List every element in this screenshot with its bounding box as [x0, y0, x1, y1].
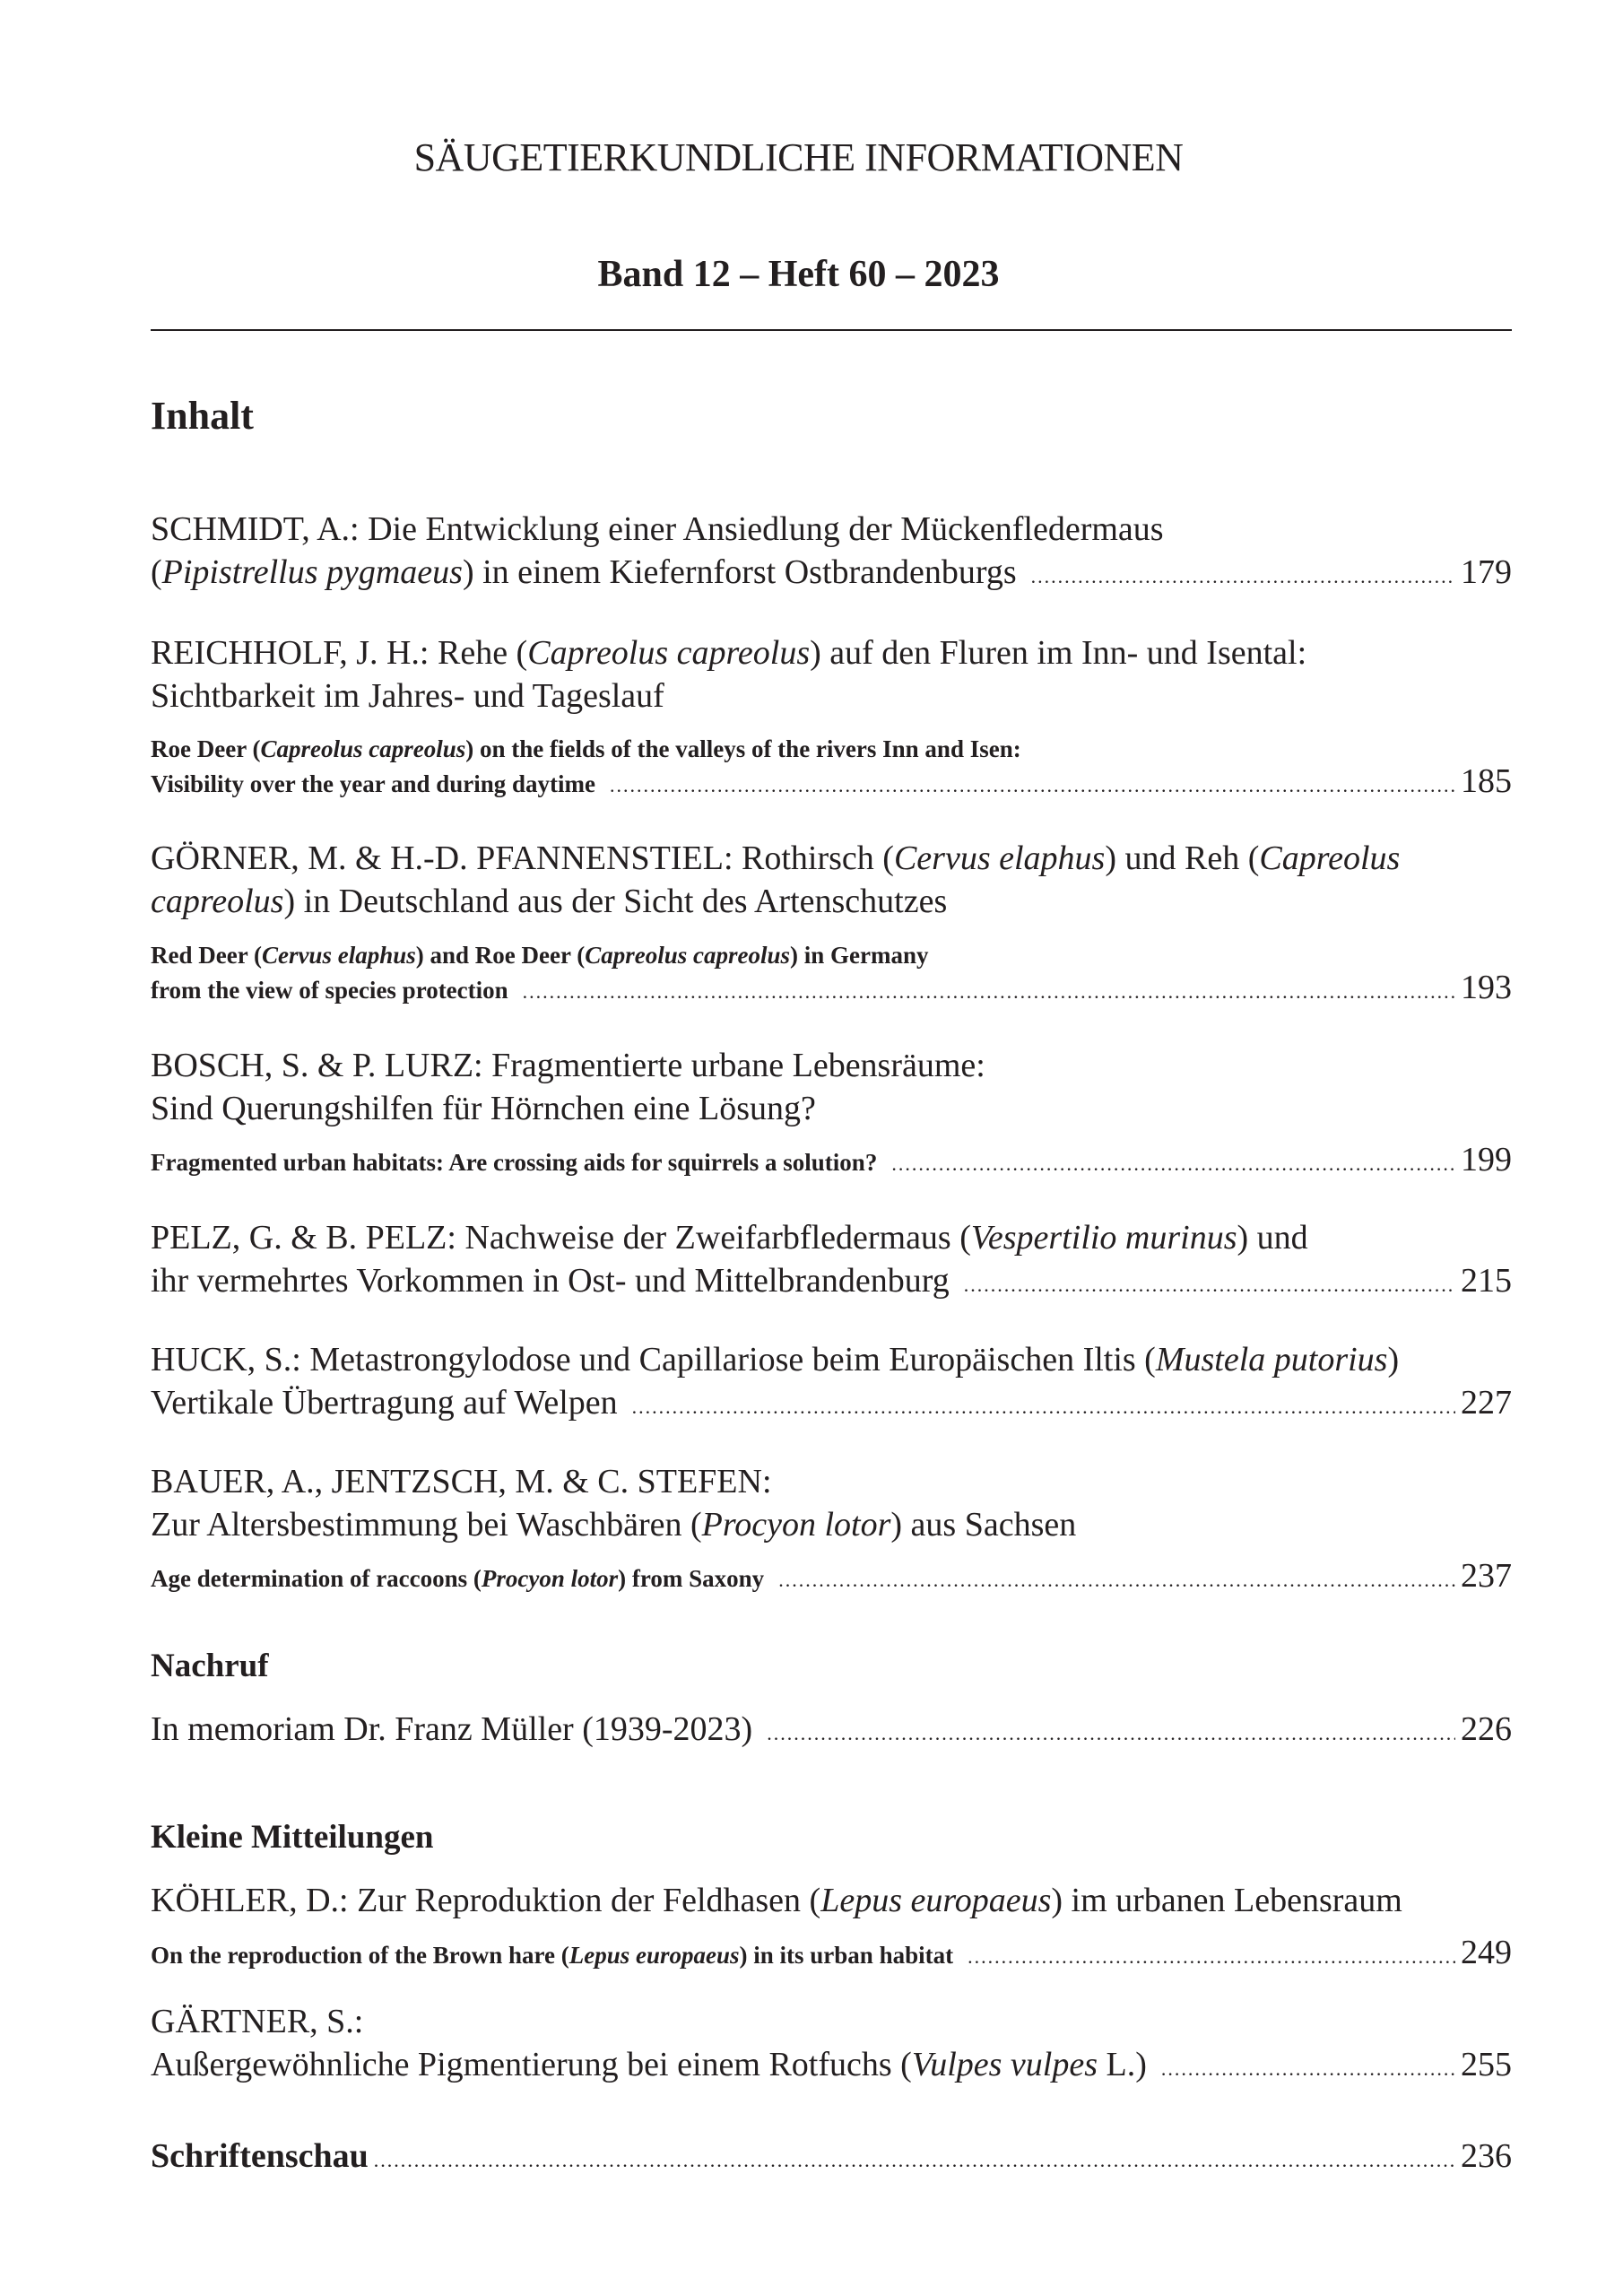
page-number: 237 [1461, 1557, 1512, 1595]
article-7-line-1 [151, 1460, 1512, 1503]
text: BOSCH, S. & P. LURZ: Fragmentierte urbane Lebensräume: [151, 1047, 985, 1084]
leader-dots [610, 768, 1455, 804]
text: ) in einem Kiefernforst Ostbrandenburgs [462, 553, 1017, 591]
text: PELZ, G. & B. PELZ: Nachweise der Zweifarbfledermaus ( [151, 1219, 971, 1257]
leader-dots [891, 1146, 1455, 1182]
species: Mustela putorius [1155, 1341, 1388, 1378]
article-1-line-1 [151, 508, 1512, 551]
short-note-2-line-2[interactable] [151, 2043, 1512, 2091]
text: Vertikale Übertragung auf Welpen [151, 1384, 618, 1422]
text: ihr vermehrtes Vorkommen in Ost- und Mittelbrandenburg [151, 1262, 950, 1300]
article-6-line-2[interactable] [151, 1381, 1512, 1429]
article-2-english-1 [151, 731, 1512, 767]
page-number: 249 [1461, 1934, 1512, 1971]
page-number: 193 [1461, 969, 1512, 1006]
article-2-line-1 [151, 631, 1512, 674]
species: Lepus europaeus [820, 1882, 1052, 1919]
article-2-english-2[interactable] [151, 763, 1512, 804]
leader-dots [968, 1939, 1455, 1975]
species: Capreolus capreolus [527, 634, 811, 672]
obituary-entry[interactable] [151, 1708, 1512, 1755]
leader-dots [632, 1386, 1455, 1429]
text: On the reproduction of the Brown hare ( [151, 1942, 569, 1969]
species: Capreolus capreolus [585, 942, 790, 969]
species: Procyon lotor [701, 1506, 891, 1544]
obituary-heading: Nachruf [151, 1648, 269, 1684]
contents-heading: Inhalt [151, 394, 254, 438]
species: Vulpes vulpes [911, 2046, 1098, 2083]
species: Cervus elaphus [261, 942, 416, 969]
text: In memoriam Dr. Franz Müller (1939-2023) [151, 1710, 753, 1748]
text: GÖRNER, M. & H.-D. PFANNENSTIEL: Rothirsch ( [151, 839, 894, 877]
leader-dots [778, 1562, 1455, 1598]
species: Pipistrellus pygmaeus [161, 553, 463, 591]
text: ) on the fields of the valleys of the rivers Inn and Isen: [465, 735, 1021, 762]
text: ) from Saxony [618, 1565, 765, 1592]
article-4-line-2 [151, 1087, 1512, 1130]
text: Außergewöhnliche Pigmentierung bei einem Rotfuchs ( [151, 2046, 912, 2083]
text: ) auf den Fluren im Inn- und Isental: [810, 634, 1307, 672]
article-4-english[interactable] [151, 1142, 1512, 1182]
text: Red Deer ( [151, 942, 262, 969]
text: Zur Altersbestimmung bei Waschbären ( [151, 1506, 702, 1544]
text: ) und [1237, 1219, 1308, 1257]
reviews-entry[interactable] [151, 2135, 1512, 2182]
text: HUCK, S.: Metastrongylodose und Capillariose beim Europäischen Iltis ( [151, 1341, 1156, 1378]
text: Age determination of raccoons ( [151, 1565, 482, 1592]
article-3-line-2 [151, 880, 1512, 923]
text: BAUER, A., JENTZSCH, M. & C. STEFEN: [151, 1463, 772, 1500]
text: ) im urbanen Lebensraum [1051, 1882, 1402, 1919]
article-3-line-1 [151, 837, 1512, 880]
leader-dots [964, 1264, 1455, 1307]
text: Visibility over the year and during daytime [151, 770, 596, 797]
page-number: 215 [1461, 1262, 1512, 1300]
species: Lepus europaeus [568, 1942, 740, 1969]
text: Roe Deer ( [151, 735, 261, 762]
text: Sichtbarkeit im Jahres- und Tageslauf [151, 677, 664, 715]
short-note-1-english[interactable] [151, 1935, 1512, 1975]
short-note-1-line-1 [151, 1879, 1512, 1922]
reviews-heading: Schriftenschau [151, 2137, 369, 2175]
text: ) in its urban habitat [739, 1942, 954, 1969]
article-2-line-2 [151, 674, 1512, 718]
short-notes-heading: Kleine Mitteilungen [151, 1819, 434, 1856]
leader-dots [767, 1712, 1455, 1755]
species: Vespertilio murinus [970, 1219, 1237, 1257]
page-number: 226 [1461, 1710, 1512, 1748]
page-number: 236 [1461, 2137, 1512, 2175]
page-number: 179 [1461, 553, 1512, 591]
article-4-line-1 [151, 1044, 1512, 1087]
text: Sind Querungshilfen für Hörnchen eine Lösung? [151, 1090, 816, 1127]
page-number: 199 [1461, 1141, 1512, 1178]
article-6-line-1 [151, 1338, 1512, 1381]
text: ) and Roe Deer ( [415, 942, 586, 969]
leader-dots [523, 974, 1455, 1010]
text: from the view of species protection [151, 977, 508, 1004]
species: capreolus [151, 883, 284, 920]
article-1-line-2[interactable] [151, 551, 1512, 598]
text: L.) [1098, 2046, 1147, 2083]
article-3-english-2[interactable] [151, 970, 1512, 1010]
text: ) aus Sachsen [890, 1506, 1077, 1544]
short-note-2-line-1 [151, 2000, 1512, 2043]
text: Fragmented urban habitats: Are crossing aids for squirrels a solution? [151, 1149, 878, 1176]
text: SCHMIDT, A.: Die Entwicklung einer Ansiedlung der Mückenfledermaus [151, 510, 1164, 548]
article-3-english-1 [151, 937, 1512, 973]
species: Capreolus capreolus [260, 735, 466, 762]
leader-dots [1031, 555, 1455, 598]
text: GÄRTNER, S.: [151, 2003, 364, 2040]
leader-dots [374, 2139, 1455, 2182]
journal-title: SÄUGETIERKUNDLICHE INFORMATIONEN [413, 135, 1184, 179]
text: ) [1387, 1341, 1400, 1378]
page-number: 185 [1461, 762, 1512, 800]
text: ) in Germany [790, 942, 929, 969]
text: REICHHOLF, J. H.: Rehe ( [151, 634, 528, 672]
text: ) und Reh ( [1105, 839, 1260, 877]
species: Cervus elaphus [893, 839, 1106, 877]
text: ) in Deutschland aus der Sicht des Artenschutzes [283, 883, 948, 920]
species: Procyon lotor [481, 1565, 619, 1592]
text: ( [151, 553, 162, 591]
issue-line: Band 12 – Heft 60 – 2023 [597, 254, 1000, 295]
leader-dots [1161, 2048, 1455, 2091]
article-7-english[interactable] [151, 1558, 1512, 1598]
text: KÖHLER, D.: Zur Reproduktion der Feldhasen ( [151, 1882, 821, 1919]
species: Capreolus [1259, 839, 1401, 877]
page-number: 255 [1461, 2046, 1512, 2083]
article-5-line-2[interactable] [151, 1259, 1512, 1307]
header-rule [151, 329, 1512, 331]
article-7-line-2 [151, 1503, 1512, 1546]
page-number: 227 [1461, 1384, 1512, 1422]
article-5-line-1 [151, 1216, 1512, 1259]
